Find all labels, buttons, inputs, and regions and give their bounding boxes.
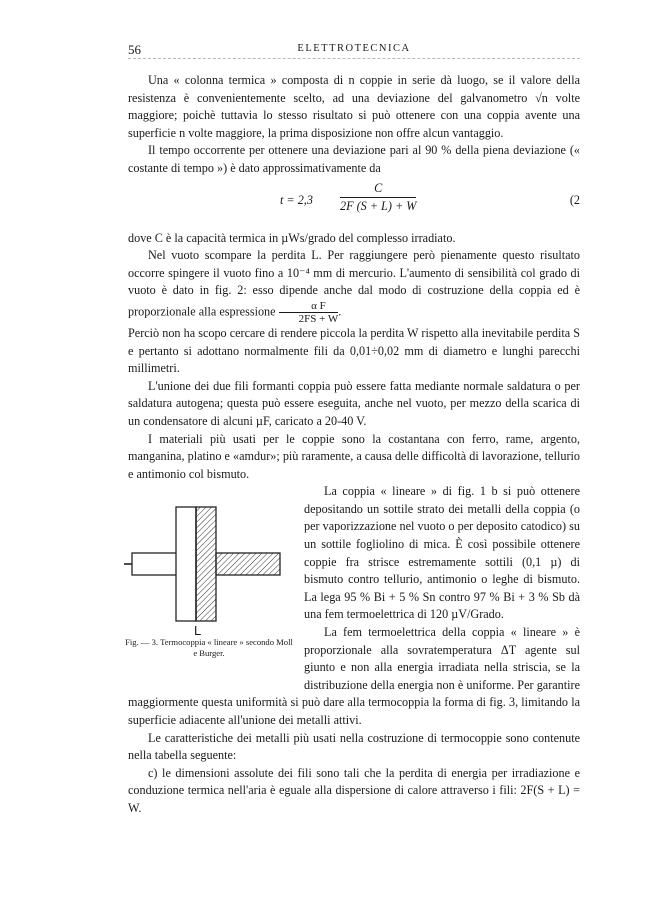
paragraph-unione: L'unione dei due fili formanti coppia può essere fatta mediante normale saldatura o per saldatura autogena; questa può essere eseguita, anche nel vuoto, per mezzo della scarica di un condensatore di alcuni µF, caricato a 20-40 V. <box>128 378 580 428</box>
strip-right <box>216 553 280 575</box>
body-text <box>125 72 580 818</box>
paragraph-vuoto <box>128 247 580 325</box>
equation-numerator: C <box>340 180 416 199</box>
equation-fraction <box>340 180 416 216</box>
inline-fraction-num: α F <box>279 300 339 313</box>
paragraph-coppia-lineare: La coppia « lineare » di fig. 1 b si può ottenere depositando un sottile strato dei metalli della coppia (o per vaporizzazione nel vuoto o per deposito catodico) su un sottile fogliolino di mica. È così possibile ottenere coppie fra strisce estremamente sottili (0,1 µ) di bismuto contro tellurio, antimonio o leghe di bismuto. La lega 95 % Bi + 5 % Sn contro 97 % Bi + 3 % Sb dà una fem termoelettrica di 120 µV/Grado. <box>304 484 580 622</box>
inline-fraction-den: 2FS + W <box>298 312 339 325</box>
paragraph-colonna-termica: Una « colonna termica » composta di n coppie in serie dà luogo, se il valore della resistenza è convenientemente scelto, ad una deviazione del galvanometro √n volte maggiore; poichè tuttavia lo stesso risultato si può ottenere con una coppia avente una superficie n volte maggiore, la prima disposizione non offre alcun vantaggio. <box>128 73 580 140</box>
equation-2 <box>128 180 580 226</box>
paragraph-caratteristiche: Le caratteristiche dei metalli più usati nella costruzione di termocoppie sono contenute nella tabella seguente: <box>128 730 580 763</box>
page-number: 56 <box>128 42 141 57</box>
inline-fraction <box>279 299 342 325</box>
paragraph-dove: dove C è la capacità termica in µWs/grado del complesso irradiato. <box>128 230 456 245</box>
paragraph-costante-tempo: Il tempo occorrente per ottenere una deviazione pari al 90 % della piena deviazione (« costante di tempo ») è dato approssimativamente da <box>128 143 580 175</box>
strip-left-vertical <box>176 507 196 621</box>
figure-caption: Fig. — 3. Termocoppia « lineare » secondo Moll e Burger. <box>125 637 293 659</box>
equation-denominator: 2F (S + L) + W <box>340 199 417 214</box>
paragraph-fem: La fem termoelettrica della coppia « lineare » è proporzionale alla sovratemperatura ΔT agente sul giunto e non alla energia irradiata nella striscia, se la distribuzione della energia non è uniforme. Per garantire maggiormente questa uniformità si può dare alla termocoppia la forma di fig. 3, limitando la superficie adiacente all'unione dei metalli attivi. <box>128 625 580 727</box>
figure-3 <box>124 487 294 679</box>
header-rule <box>128 58 580 59</box>
equation-lhs: t = 2,3 <box>280 192 313 207</box>
running-title: ELETTROTECNICA <box>297 43 411 54</box>
paragraph-vuoto-text: Nel vuoto scompare la perdita L. Per raggiungere però pienamente questo risultato occorre spingere il vuoto fino a 10⁻⁴ mm di mercurio. L'aumento di sensibilità col grado di vuoto è dato in fig. 2: esso dipende anche dal modo di costruzione della coppia ed è proporzionale alla espressione <box>128 248 580 319</box>
paragraph-item-c: c) le dimensioni assolute dei fili sono tali che la perdita di energia per irradiazione e conduzione termica nell'aria è eguale alla dispersione di calore attraverso i fili: 2F(S + L) = W. <box>128 765 580 815</box>
paragraph-materiali: I materiali più usati per le coppie sono la costantana con ferro, rame, argento, manganina, platino e «amdur»; più raramente, a causa delle difficoltà di lavorazione, tellurio e antimonio col bismuto. <box>128 431 580 481</box>
equation-number: (2 <box>569 192 580 207</box>
inline-fraction-end: . <box>338 304 342 319</box>
paragraph-perdita: Perciò non ha scopo cercare di rendere piccola la perdita W rispetto alla inevitabile perdita S e pertanto si adottano normalmente fili da 0,01÷0,02 mm di diametro e lunghi parecchi millimetri. <box>128 325 580 376</box>
strip-right-vertical <box>196 507 216 621</box>
figure-label-l: L <box>194 623 202 638</box>
thermocouple-diagram <box>124 487 294 637</box>
